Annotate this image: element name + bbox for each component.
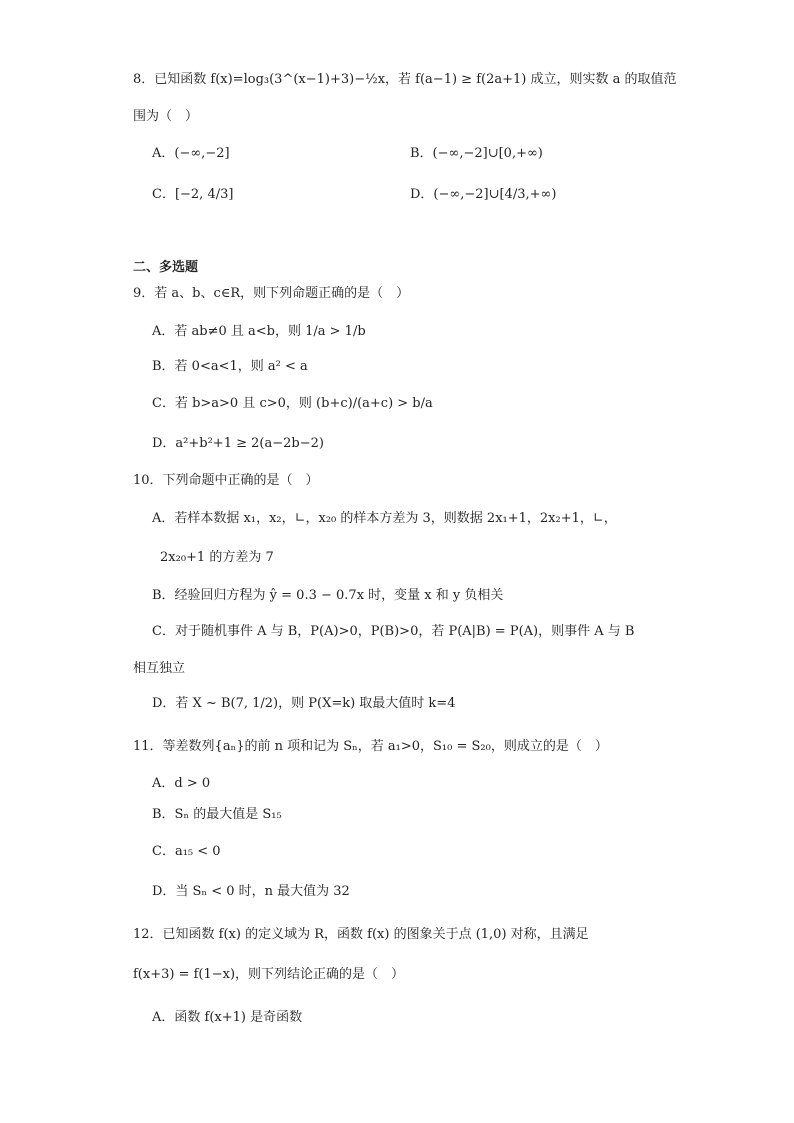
q8-stem-line-1: 8．已知函数 f(x)=log₃(3^(x−1)+3)−½x，若 f(a−1) ≥ f(2a+1) 成立，则实数 a 的取值范	[133, 72, 677, 87]
q9-option-a: A．若 ab≠0 且 a<b，则 1/a > 1/b	[152, 324, 366, 339]
q9-option-c: C．若 b>a>0 且 c>0，则 (b+c)/(a+c) > b/a	[152, 396, 433, 411]
q12-option-a: A．函数 f(x+1) 是奇函数	[152, 1010, 303, 1025]
q9-option-b: B．若 0<a<1，则 a² < a	[152, 359, 308, 374]
q12-stem-line-2: f(x+3) = f(1−x)，则下列结论正确的是（ ）	[133, 967, 405, 982]
q10-option-a-line-2: 2x₂₀+1 的方差为 7	[160, 550, 274, 565]
q11-option-b: B．Sₙ 的最大值是 S₁₅	[152, 807, 282, 822]
q11-option-c: C．a₁₅ < 0	[152, 844, 221, 859]
q9-stem: 9．若 a、b、c∈R，则下列命题正确的是（ ）	[133, 286, 410, 301]
q10-option-a-line-1: A．若样本数据 x₁，x₂，∟，x₂₀ 的样本方差为 3，则数据 2x₁+1，2x₂+1，∟，	[152, 511, 617, 526]
q11-option-d: D．当 Sₙ < 0 时，n 最大值为 32	[152, 884, 350, 899]
q10-option-c-line-2: 相互独立	[133, 661, 186, 676]
q8-option-d: D．(−∞,−2]∪[4/3,+∞)	[410, 187, 557, 202]
section-title: 二、多选题	[133, 260, 199, 275]
q8-option-c: C．[−2, 4/3]	[152, 187, 234, 202]
q8-option-a: A．(−∞,−2]	[152, 146, 230, 161]
q10-option-c-line-1: C．对于随机事件 A 与 B，P(A)>0，P(B)>0，若 P(A|B) = P(A)，则事件 A 与 B	[152, 624, 635, 639]
q10-option-d: D．若 X ~ B(7, 1/2)，则 P(X=k) 取最大值时 k=4	[152, 696, 456, 711]
q12-stem-line-1: 12．已知函数 f(x) 的定义域为 R，函数 f(x) 的图象关于点 (1,0) 对称，且满足	[133, 927, 589, 942]
q8-option-b: B．(−∞,−2]∪[0,+∞)	[410, 146, 543, 161]
q9-option-d: D．a²+b²+1 ≥ 2(a−2b−2)	[152, 436, 324, 451]
q11-option-a: A．d > 0	[152, 776, 211, 791]
q10-option-b: B．经验回归方程为 ŷ = 0.3 − 0.7x 时，变量 x 和 y 负相关	[152, 588, 504, 603]
q8-stem-line-2: 围为（ ）	[133, 109, 199, 124]
q11-stem: 11．等差数列{aₙ}的前 n 项和记为 Sₙ，若 a₁>0，S₁₀ = S₂₀，则成立的是（ ）	[133, 739, 608, 754]
q10-stem: 10．下列命题中正确的是（ ）	[133, 473, 319, 488]
